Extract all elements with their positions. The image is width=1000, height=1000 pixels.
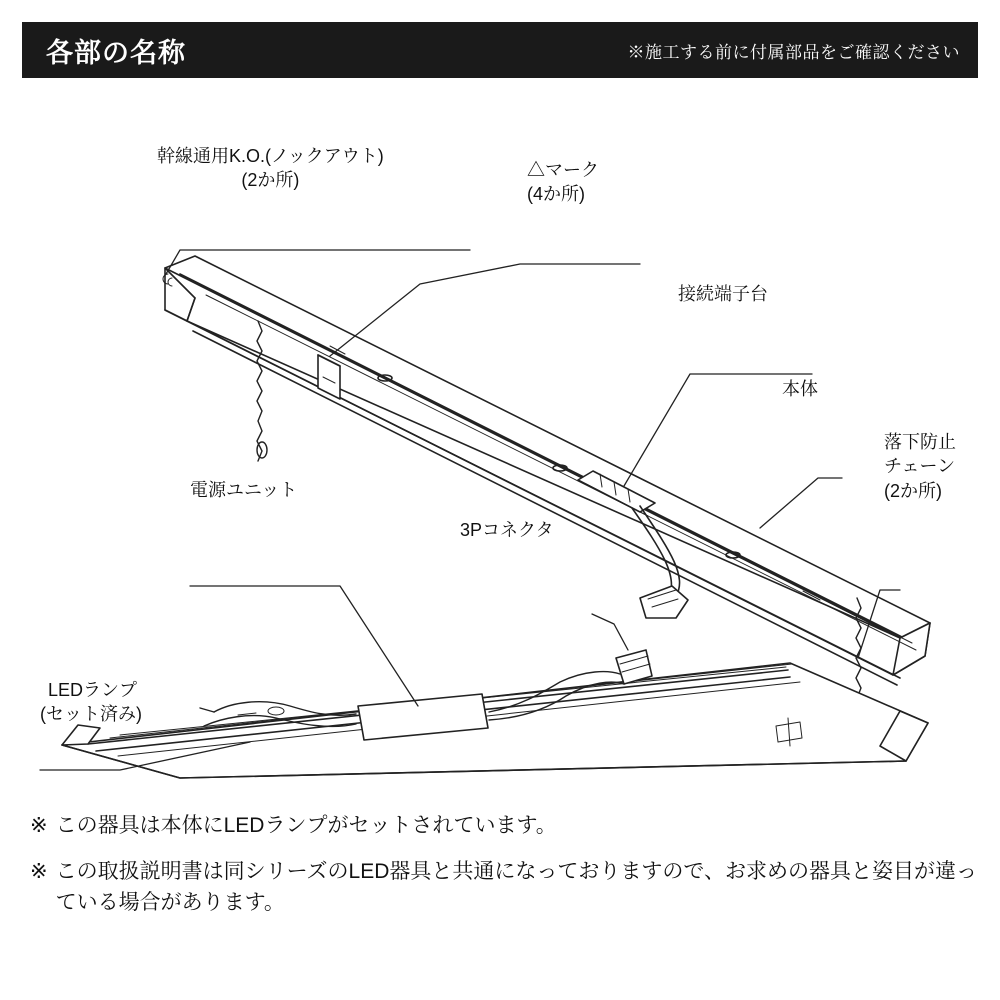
label-led-lamp xyxy=(40,678,142,727)
parts-diagram xyxy=(0,78,1000,798)
header-note: ※施工する前に付属部品をご確認ください xyxy=(627,42,960,62)
label-chain-line3: (2か所) xyxy=(884,480,942,501)
label-chain-line1: 落下防止 xyxy=(884,432,956,452)
note-mark: ※ xyxy=(30,814,48,837)
label-terminal-block xyxy=(678,282,768,306)
note-mark: ※ xyxy=(30,859,48,883)
note-text: この器具は本体にLEDランプがセットされています。 xyxy=(55,814,557,837)
label-power-unit xyxy=(190,478,297,502)
note-item xyxy=(30,856,980,919)
label-led-lamp-line1: LEDランプ xyxy=(48,680,138,700)
label-chain-line2: チェーン xyxy=(884,456,956,477)
label-drop-prevention-chain xyxy=(884,430,956,503)
label-body xyxy=(782,377,818,401)
label-ko-knockout-line2: (2か所) xyxy=(241,170,300,191)
label-triangle-mark-line2: (4か所) xyxy=(527,184,585,205)
diagram-illustration xyxy=(0,78,1000,798)
label-body-line1: 本体 xyxy=(782,379,818,399)
label-connector-3p xyxy=(460,518,554,542)
note-item xyxy=(30,810,980,842)
label-triangle-mark xyxy=(527,158,599,207)
label-triangle-mark-line1: △マーク xyxy=(527,160,599,180)
label-connector-3p-line1: 3Pコネクタ xyxy=(460,520,554,540)
label-terminal-block-line1: 接続端子台 xyxy=(678,284,768,304)
label-power-unit-line1: 電源ユニット xyxy=(190,480,298,500)
label-led-lamp-line2: (セット済み) xyxy=(40,704,142,725)
note-text: この取扱説明書は同シリーズのLED器具と共通になっておりますので、お求めの器具と姿目が違っている場合があります。 xyxy=(55,859,977,914)
label-ko-knockout xyxy=(157,144,384,193)
header-bar xyxy=(22,22,978,78)
page-title: 各部の名称 xyxy=(46,37,186,68)
label-ko-knockout-line1: 幹線通用K.O.(ノックアウト) xyxy=(157,146,384,166)
footer-notes xyxy=(30,810,980,933)
